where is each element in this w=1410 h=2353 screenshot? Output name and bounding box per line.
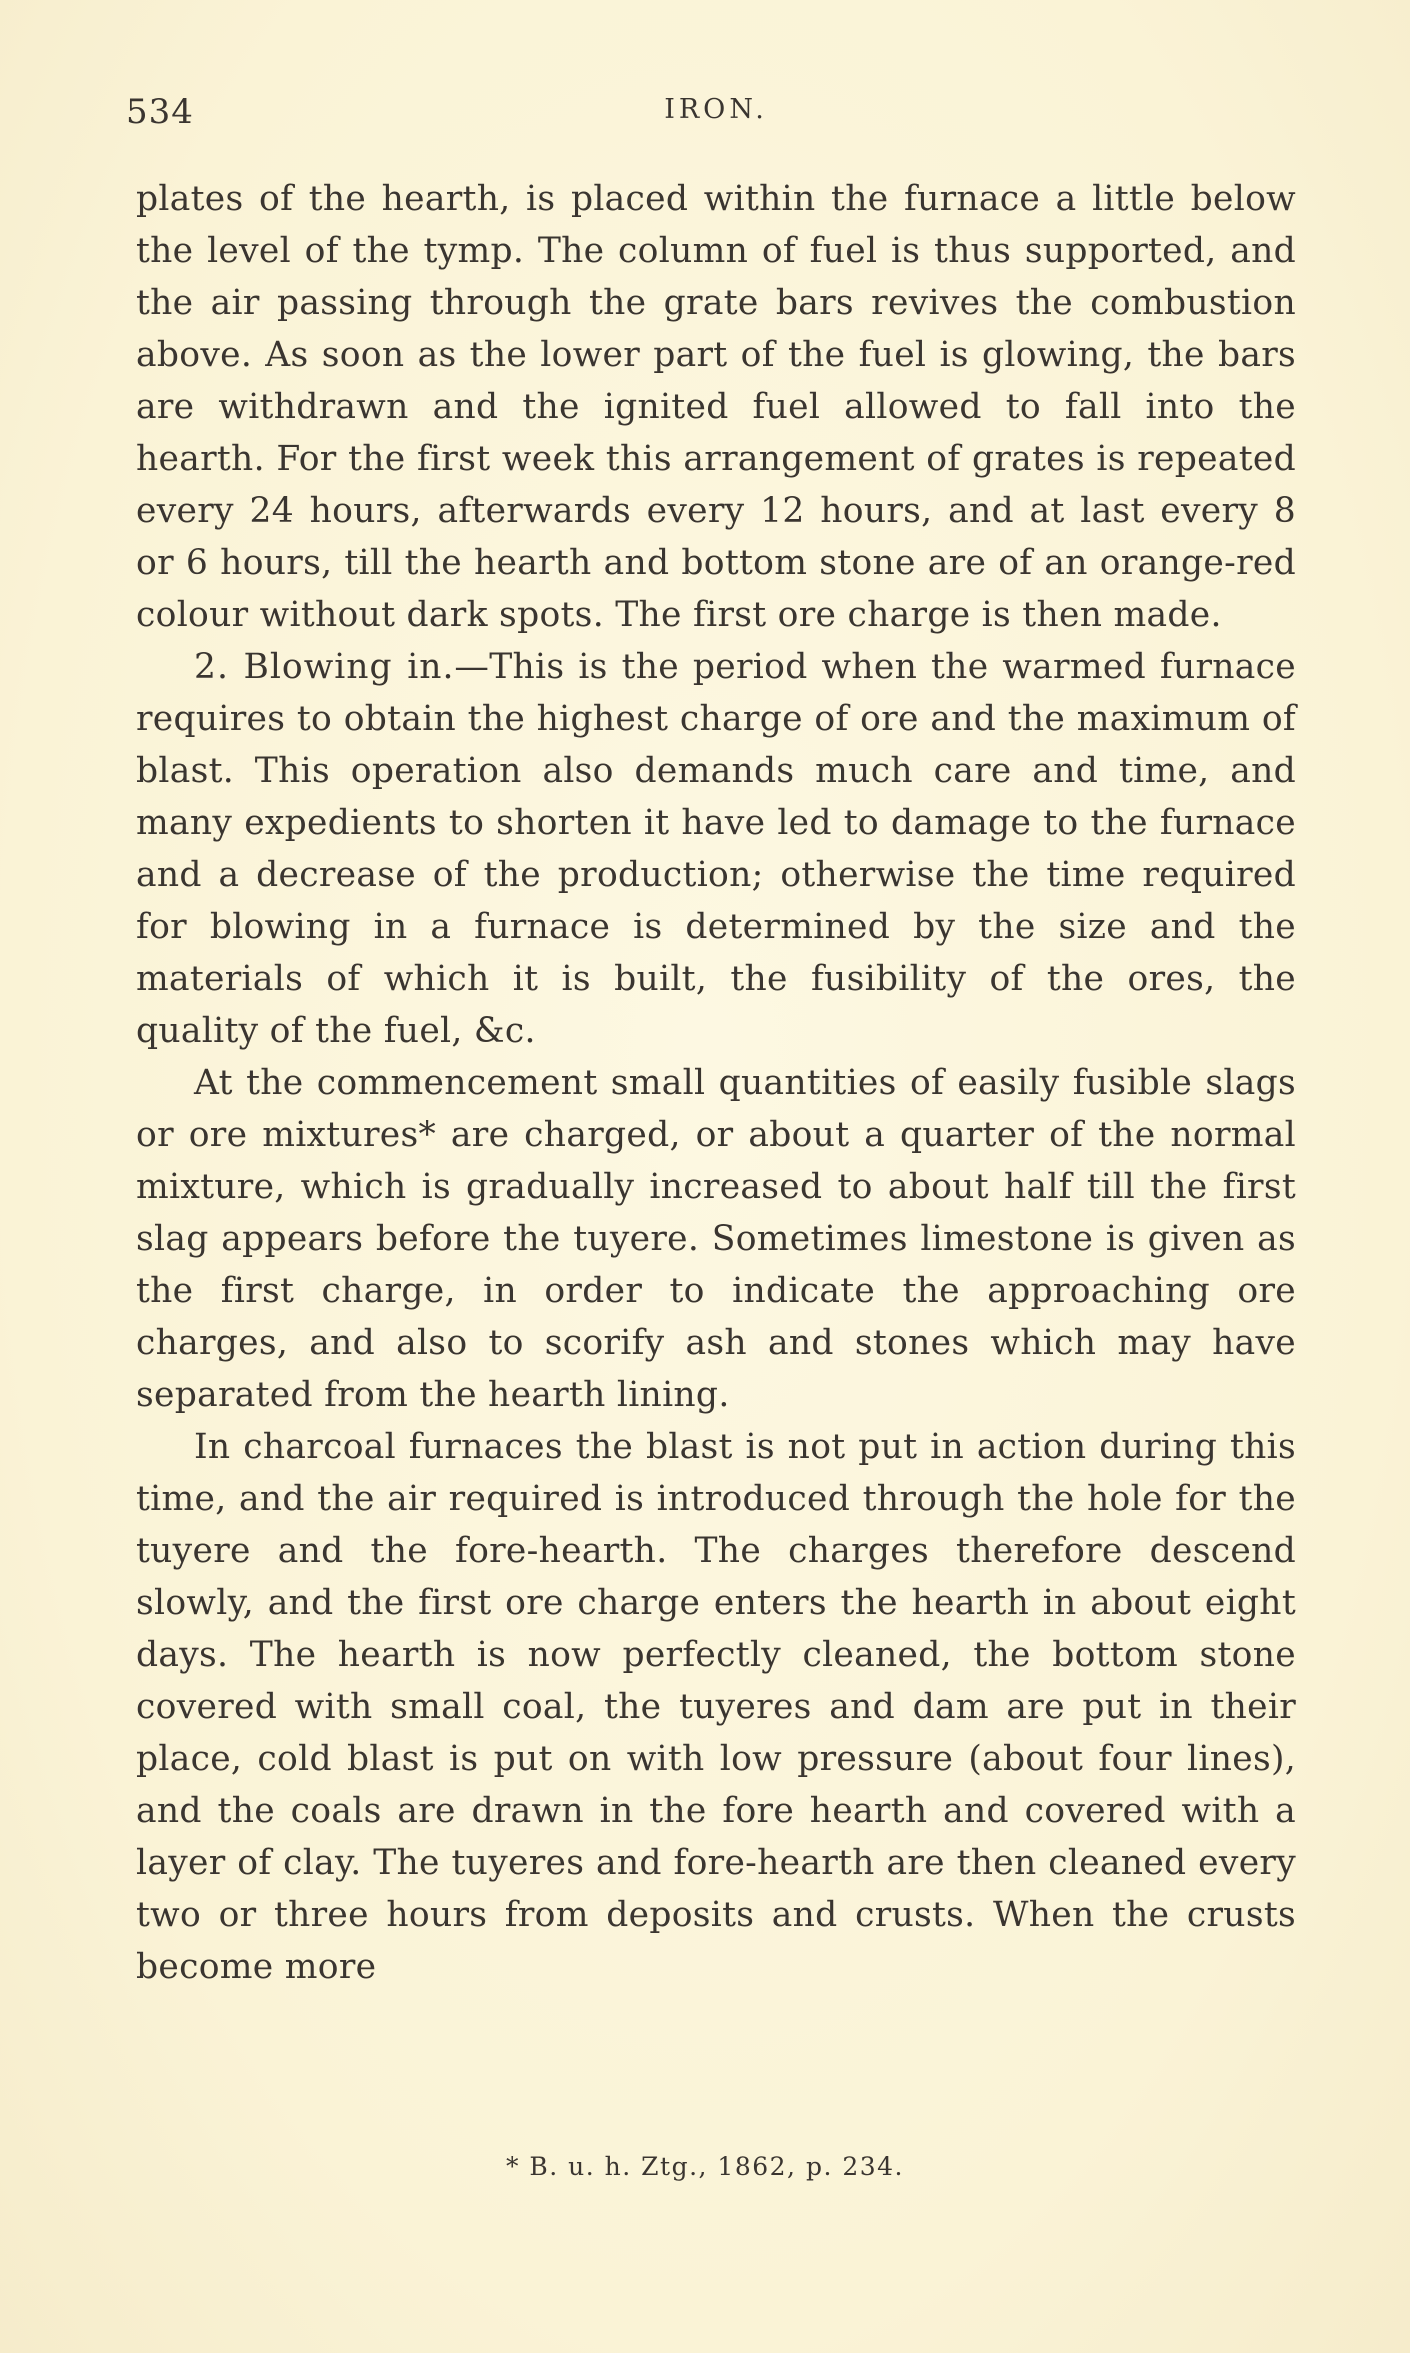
paragraph-2-text: —This is the period when the warmed furnace requires to obtain the highest charge of ore and the maximum of blast. This operation also demands much care and time, and many expedients to shorten it have led to damage to the furnace and a decrease of the production; otherwise the time required for blowing in a furnace is determined by the size and the materials of which it is built, the fusibility of the ores, the quality of the fuel, &c. (136, 647, 1296, 1051)
paragraph-1 (136, 173, 1296, 641)
paragraph-1-text: plates of the hearth, is placed within the furnace a little below the level of the tymp. The column of fuel is thus supported, and the air passing through the grate bars revives the combustion above. As soon as the lower part of the fuel is glowing, the bars are withdrawn and the ignited fuel allowed to fall into the hearth. For the first week this arrangement of grates is repeated every 24 hours, afterwards every 12 hours, and at last every 8 or 6 hours, till the hearth and bottom stone are of an orange-red colour without dark spots. The first ore charge is then made. (136, 179, 1296, 635)
paragraph-4 (136, 1421, 1296, 1993)
running-head: IRON. (664, 94, 768, 125)
paragraph-3-text: At the commencement small quantities of easily fusible slags or ore mixtures* are charged, or about a quarter of the normal mixture, which is gradually increased to about half till the first slag appears before the tuyere. Sometimes limestone is given as the first charge, in order to indicate the approaching ore charges, and also to scorify ash and stones which may have separated from the hearth lining. (136, 1063, 1296, 1415)
paragraph-4-text: In charcoal furnaces the blast is not put in action during this time, and the air required is introduced through the hole for the tuyere and the fore-hearth. The charges therefore descend slowly, and the first ore charge enters the hearth in about eight days. The hearth is now perfectly cleaned, the bottom stone covered with small coal, the tuyeres and dam are put in their place, cold blast is put on with low pressure (about four lines), and the coals are drawn in the fore hearth and covered with a layer of clay. The tuyeres and fore-hearth are then cleaned every two or three hours from deposits and crusts. When the crusts become more (136, 1427, 1296, 1987)
page-header (126, 92, 1306, 142)
body-text (136, 173, 1296, 1993)
page-number: 534 (126, 92, 194, 132)
footnote: * B. u. h. Ztg., 1862, p. 234. (505, 2152, 905, 2181)
paragraph-3 (136, 1057, 1296, 1421)
paragraph-2 (136, 641, 1296, 1057)
section-heading-blowing-in: 2. Blowing in. (194, 647, 455, 687)
